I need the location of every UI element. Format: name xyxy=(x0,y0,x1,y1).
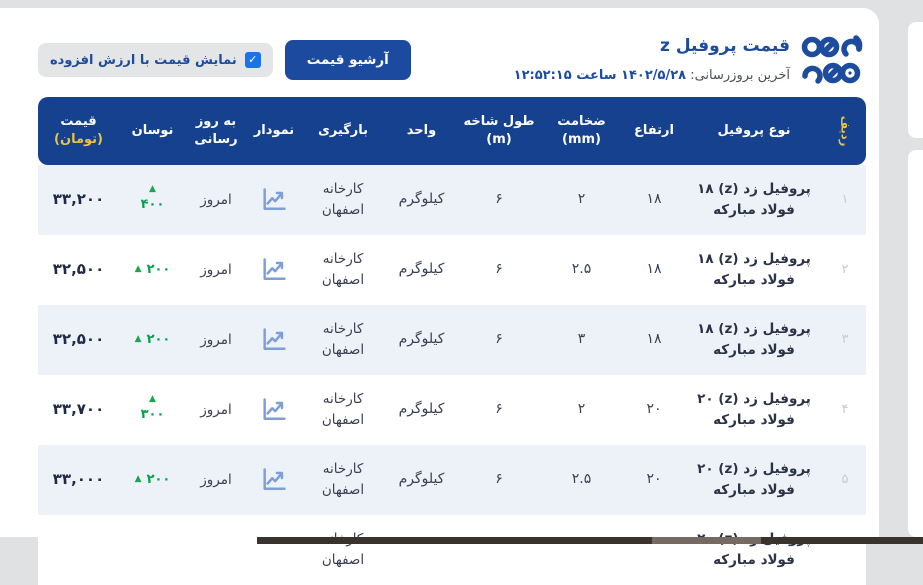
bottom-media-bar xyxy=(257,537,923,544)
fluctuation-cell: ▲ ۲۰۰ xyxy=(134,471,171,487)
loading-cell: کارخانه اصفهان xyxy=(321,461,365,498)
table-row xyxy=(38,305,866,375)
updated-cell: امروز xyxy=(200,401,232,418)
loading-cell: کارخانه اصفهان xyxy=(321,251,365,288)
price-table xyxy=(38,97,866,585)
thickness-cell: ۲ xyxy=(577,401,586,418)
table-header-row xyxy=(38,97,866,165)
unit-cell: کیلوگرم xyxy=(398,191,445,208)
thickness-cell: ۲.۵ xyxy=(571,471,592,488)
profile-name-cell: پروفیل زد (z) ۱۸ فولاد مبارکه xyxy=(697,181,811,218)
profile-name-cell: فولاد مبارکه xyxy=(713,552,795,568)
price-cell: ۳۳,۰۰۰ xyxy=(52,470,105,489)
col-header-updated: به روز رسانی xyxy=(194,113,238,147)
fluctuation-cell: ▲ ۴۰۰ xyxy=(140,183,165,212)
col-header-profile-type: نوع پروفیل xyxy=(717,122,791,138)
fluctuation-cell: ▲ ۳۰۰ xyxy=(140,393,165,422)
loading-cell: کارخانه اصفهان xyxy=(321,391,365,428)
unit-cell: کیلوگرم xyxy=(398,471,445,488)
updated-cell: امروز xyxy=(200,471,232,488)
line-chart-icon[interactable] xyxy=(246,396,302,424)
thickness-cell: ۲ xyxy=(577,191,586,208)
col-header-thickness: ضخامت (mm) xyxy=(557,113,606,147)
length-cell: ۶ xyxy=(495,191,503,208)
line-chart-icon[interactable] xyxy=(246,466,302,494)
up-triangle-icon: ▲ xyxy=(134,264,142,275)
bottom-media-bar-segment xyxy=(652,537,761,544)
updated-cell: امروز xyxy=(200,191,232,208)
last-update-label: آخرین بروزرسانی: xyxy=(690,68,790,83)
last-update-value: ۱۴۰۲/۵/۲۸ ساعت ۱۲:۵۲:۱۵ xyxy=(513,68,687,83)
page-header xyxy=(38,8,866,97)
table-row xyxy=(38,235,866,305)
height-cell: ۱۸ xyxy=(646,331,662,348)
length-cell: ۶ xyxy=(495,471,503,488)
table-row xyxy=(38,375,866,445)
line-chart-icon[interactable] xyxy=(246,326,302,354)
vat-toggle-label: نمایش قیمت با ارزش افزوده xyxy=(50,52,237,68)
loading-cell: کارخانه اصفهان xyxy=(321,181,365,218)
price-list-card xyxy=(0,8,879,568)
unit-cell: کیلوگرم xyxy=(398,261,445,278)
col-header-length: طول شاخه (m) xyxy=(463,113,535,147)
col-header-price: قیمت (تومان) xyxy=(54,113,103,147)
row-index-cell: ۵ xyxy=(841,471,849,487)
col-header-loading: بارگیری xyxy=(317,122,369,138)
profile-name-cell: پروفیل زد (z) ۲۰ فولاد مبارکه xyxy=(697,391,811,428)
price-cell: ۳۳,۷۰۰ xyxy=(52,400,105,419)
unit-cell: کیلوگرم xyxy=(398,401,445,418)
thickness-cell: ۳ xyxy=(577,331,586,348)
last-update-line xyxy=(514,68,790,83)
loading-cell: کارخانه اصفهان xyxy=(321,321,365,358)
side-card-partial xyxy=(908,150,923,537)
col-header-fluctuation: نوسان xyxy=(131,122,174,138)
height-cell: ۲۰ xyxy=(646,401,662,418)
up-triangle-icon: ▲ xyxy=(134,334,142,345)
vat-price-toggle[interactable] xyxy=(38,43,273,77)
updated-cell: امروز xyxy=(200,261,232,278)
height-cell: ۱۸ xyxy=(646,191,662,208)
col-header-row-no: ردیف xyxy=(838,115,853,147)
line-chart-icon[interactable] xyxy=(246,256,302,284)
fluctuation-cell: ▲ ۲۰۰ xyxy=(134,261,171,277)
checkbox-checked-icon[interactable]: ✓ xyxy=(245,52,261,68)
fluctuation-cell: ▲ ۲۰۰ xyxy=(134,331,171,347)
length-cell: ۶ xyxy=(495,261,503,278)
price-cell: ۳۲,۵۰۰ xyxy=(52,330,105,349)
height-cell: ۱۸ xyxy=(646,261,662,278)
up-triangle-icon: ▲ xyxy=(134,474,142,485)
unit-cell: کیلوگرم xyxy=(398,331,445,348)
up-triangle-icon: ▲ xyxy=(149,393,156,404)
profile-name-cell: پروفیل زد (z) ۱۸ فولاد مبارکه xyxy=(697,251,811,288)
loading-cell: اصفهان xyxy=(321,552,365,568)
profile-name-cell: پروفیل زد (z) ۱۸ فولاد مبارکه xyxy=(697,321,811,358)
updated-cell: امروز xyxy=(200,331,232,348)
col-header-height: ارتفاع xyxy=(634,122,674,138)
line-chart-icon[interactable] xyxy=(246,186,302,214)
row-index-cell: ۳ xyxy=(841,331,849,347)
table-row xyxy=(38,515,866,585)
page-title: قیمت پروفیل z xyxy=(660,36,790,56)
col-header-unit: واحد xyxy=(406,122,437,138)
row-index-cell: ۴ xyxy=(841,401,849,417)
col-header-chart: نمودار xyxy=(253,122,295,138)
price-cell: ۳۲,۵۰۰ xyxy=(52,260,105,279)
up-triangle-icon: ▲ xyxy=(149,183,156,194)
row-index-cell: ۱ xyxy=(841,191,849,207)
height-cell: ۲۰ xyxy=(646,471,662,488)
thickness-cell: ۲.۵ xyxy=(571,261,592,278)
table-row xyxy=(38,445,866,515)
profile-name-cell: پروفیل زد (z) ۲۰ فولاد مبارکه xyxy=(697,461,811,498)
table-row xyxy=(38,165,866,235)
row-index-cell: ۲ xyxy=(841,261,849,277)
price-cell: ۳۳,۲۰۰ xyxy=(52,190,105,209)
length-cell: ۶ xyxy=(495,401,503,418)
ahan-online-logo[interactable] xyxy=(802,32,866,86)
length-cell: ۶ xyxy=(495,331,503,348)
price-archive-button[interactable]: آرشیو قیمت xyxy=(285,40,411,80)
side-card-partial xyxy=(908,22,923,138)
